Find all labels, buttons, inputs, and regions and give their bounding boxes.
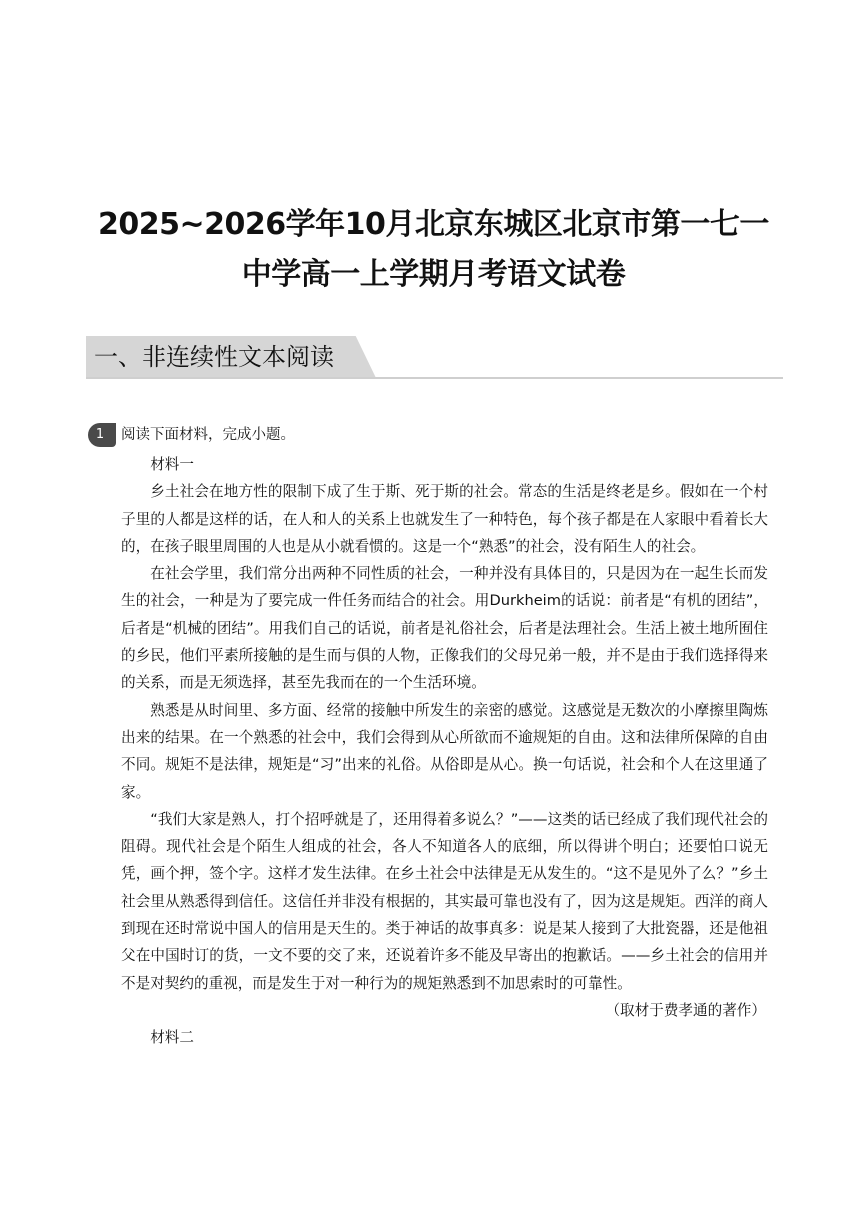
section-heading: 一、非连续性文本阅读 [94,343,334,371]
material-2-label: 材料二 [150,1029,194,1047]
material-paragraph-3: 熟悉是从时间里、多方面、经常的接触中所发生的亲密的感觉。这感觉是无数次的小摩擦里陶炼出来的结果。在一个熟悉的社会中，我们会得到从心所欲而不逾规矩的自由。这和法律所保障的自由不同。规矩不是法律，规矩是“习”出来的礼俗。从俗即是从心。换一句话说，社会和个人在这里通了家。 [121,701,768,801]
material-1-label: 材料一 [150,456,194,473]
material-paragraph-2: 在社会学里，我们常分出两种不同性质的社会，一种并没有具体目的，只是因为在一起生长而发生的社会，一种是为了要完成一件任务而结合的社会。用Durkheim的话说：前者是“有机的团结”，后者是“机械的团结”。用我们自己的话说，前者是礼俗社会，后者是法理社会。生活上被土地所囿住的乡民，他们平素所接触的是生而与俱的人物，正像我们的父母兄弟一般，并不是由于我们选择得来的关系，而是无须选择，甚至先我而在的一个生活环境。 [121,565,768,692]
material-paragraph-1: 乡土社会在地方性的限制下成了生于斯、死于斯的社会。常态的生活是终老是乡。假如在一个村子里的人都是这样的话，在人和人的关系上也就发生了一种特色，每个孩子都是在人家眼中看着长大的，在孩子眼里周围的人也是从小就看惯的。这是一个“熟悉”的社会，没有陌生人的社会。 [121,483,768,555]
title-line-1: 2025~2026学年10月北京东城区北京市第一七一 [98,207,769,242]
title-line-2: 中学高一上学期月考语文试卷 [241,257,626,292]
question-number-badge: 1 [88,423,112,447]
material-paragraph-4: “我们大家是熟人，打个招呼就是了，还用得着多说么？”——这类的话已经成了我们现代社会的阻碍。现代社会是个陌生人组成的社会，各人不知道各人的底细，所以得讲个明白；还要怕口说无凭，画个押，签个字。这样才发生法律。在乡土社会中法律是无从发生的。“这不是见外了么？”乡土社会里从熟悉得到信任。这信任并非没有根据的，其实最可靠也没有了，因为这是规矩。西洋的商人到现在还时常说中国人的信用是天生的。类于神话的故事真多：说是某人接到了大批瓷器，还是他祖父在中国时订的货，一文不要的交了来，还说着许多不能及早寄出的抱歉话。——乡土社会的信用并不是对契约的重视，而是发生于对一种行为的规矩熟悉到不加思索时的可靠性。 [121,810,768,992]
material-source: （取材于费孝通的著作） [605,1001,766,1019]
reading-material [121,451,768,1052]
document-title [60,200,807,300]
section-divider [86,377,783,379]
question-prompt: 阅读下面材料，完成小题。 [121,427,295,443]
